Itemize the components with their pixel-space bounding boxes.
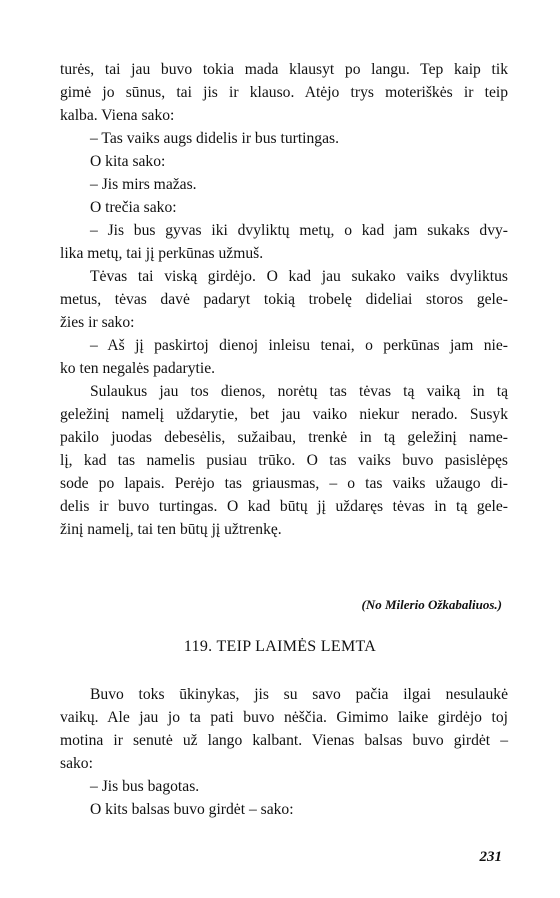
text-line: turės, tai jau buvo tokia mada klausyt po langu. Tep kaip tik (60, 61, 508, 78)
text-line: Buvo toks ūkinykas, jis su savo pačia ilgai nesulaukė (90, 686, 508, 703)
text-line: kalba. Viena sako: (60, 107, 175, 124)
text-line: gimė jo sūnus, tai jis ir klauso. Atėjo trys moteriškės ir teip (60, 84, 508, 101)
text-line: O kits balsas buvo girdėt – sako: (90, 801, 294, 818)
text-line: O kita sako: (90, 153, 166, 170)
page-number: 231 (479, 849, 502, 865)
text-line: lika metų, tai jį perkūnas užmuš. (60, 245, 264, 262)
text-line: ko ten negalės padarytie. (60, 360, 216, 377)
dialogue-line: – Jis mirs mažas. (90, 176, 197, 193)
text-line: žies ir sako: (60, 314, 135, 331)
text-line: sako: (60, 755, 93, 772)
dialogue-line: – Jis bus bagotas. (90, 778, 200, 795)
dialogue-line: – Jis bus gyvas iki dvyliktų metų, o kad jam sukaks dvy- (90, 222, 508, 239)
story-text-block (60, 58, 508, 541)
story-text-block (60, 683, 508, 821)
dialogue-line: – Aš jį paskirtoj dienoj inleisu tenai, o perkūnas jam nie- (90, 337, 508, 354)
text-line: O trečia sako: (90, 199, 177, 216)
text-line: vaikų. Ale jau jo ta pati buvo nėščia. Gimimo laike girdėjo toj (60, 709, 508, 726)
text-line: Sulaukus jau tos dienos, norėtų tas tėvas tą vaiką in tą (90, 383, 508, 400)
text-line: pakilo juodas debesėlis, sužaibau, trenkė in tą geležinį name- (60, 429, 508, 446)
text-line: Tėvas tai viską girdėjo. O kad jau sukako vaiks dvyliktus (90, 268, 508, 285)
source-citation: (No Milerio Ožkabaliuos.) (361, 597, 502, 612)
text-line: metus, tėvas davė padaryt tokią trobelę dideliai storos gele- (60, 291, 508, 308)
text-line: sode po lapais. Perėjo tas griausmas, – o tas vaiks užaugo di- (60, 475, 508, 492)
text-line: geležinį namelį uždarytie, bet jau vaiko niekur nerado. Susyk (60, 406, 508, 423)
dialogue-line: – Tas vaiks augs didelis ir bus turtingas. (90, 130, 339, 147)
text-line: delis ir buvo turtingas. O kad būtų jį uždaręs tėvas in tą gele- (60, 498, 508, 515)
text-line: lį, kad tas namelis pusiau trūko. O tas vaiks buvo pasislėpęs (60, 452, 508, 469)
text-line: žinį namelį, tai ten būtų jį užtrenkę. (60, 521, 282, 538)
section-heading: 119. TEIP LAIMĖS LEMTA (183, 638, 377, 655)
text-line: motina ir senutė už lango kalbant. Vienas balsas buvo girdėt – (60, 732, 508, 749)
